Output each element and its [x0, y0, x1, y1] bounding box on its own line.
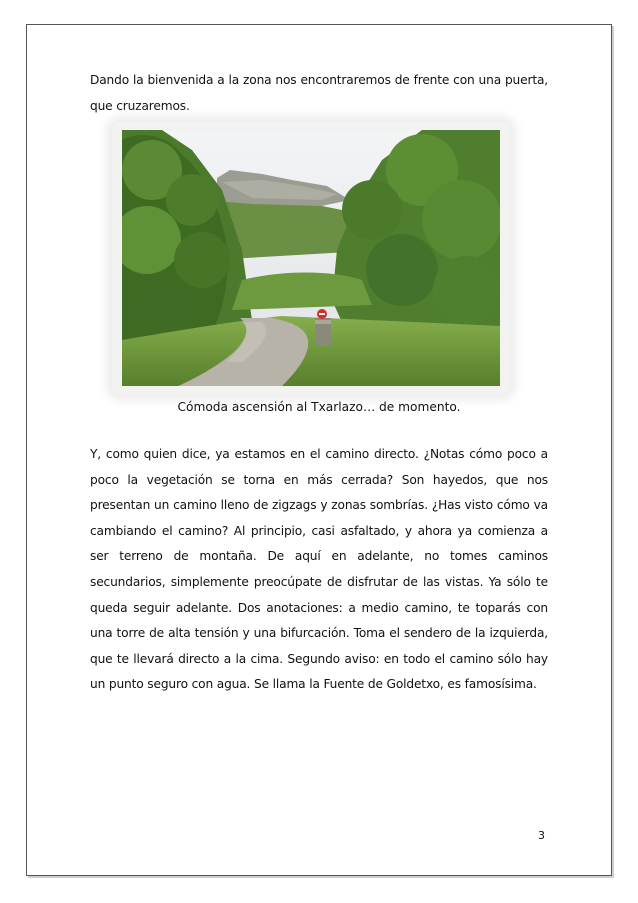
photo-caption: Cómoda ascensión al Txarlazo… de momento.: [177, 400, 461, 414]
intro-paragraph: Dando la bienvenida a la zona nos encontraremos de frente con una puerta, que cruzaremos.: [90, 73, 548, 113]
landscape-photo-icon: [122, 130, 500, 386]
page-number: 3: [538, 829, 545, 842]
photo-frame: [112, 122, 510, 394]
body-paragraph: Y, como quien dice, ya estamos en el camino directo. ¿Notas cómo poco a poco la vegetación se torna en más cerrada? Son hayedos, que nos presentan un camino lleno de zigzags y zonas sombrías. ¿Has visto cómo va cambiando el camino? Al principio, casi asfaltado, y ahora ya comienza a ser terreno de montaña. De aquí en adelante, no tomes caminos secundarios, simplemente preocúpate de disfrutar de las vistas. Ya sólo te queda seguir adelante. Dos anotaciones: a medio camino, te toparás con una torre de alta tensión y una bifurcación. Toma el sendero de la izquierda, que te llevará directo a la cima. Segundo aviso: en todo el camino sólo hay un punto seguro con agua. Se llama la Fuente de Goldetxo, es famosísima.: [90, 447, 548, 692]
